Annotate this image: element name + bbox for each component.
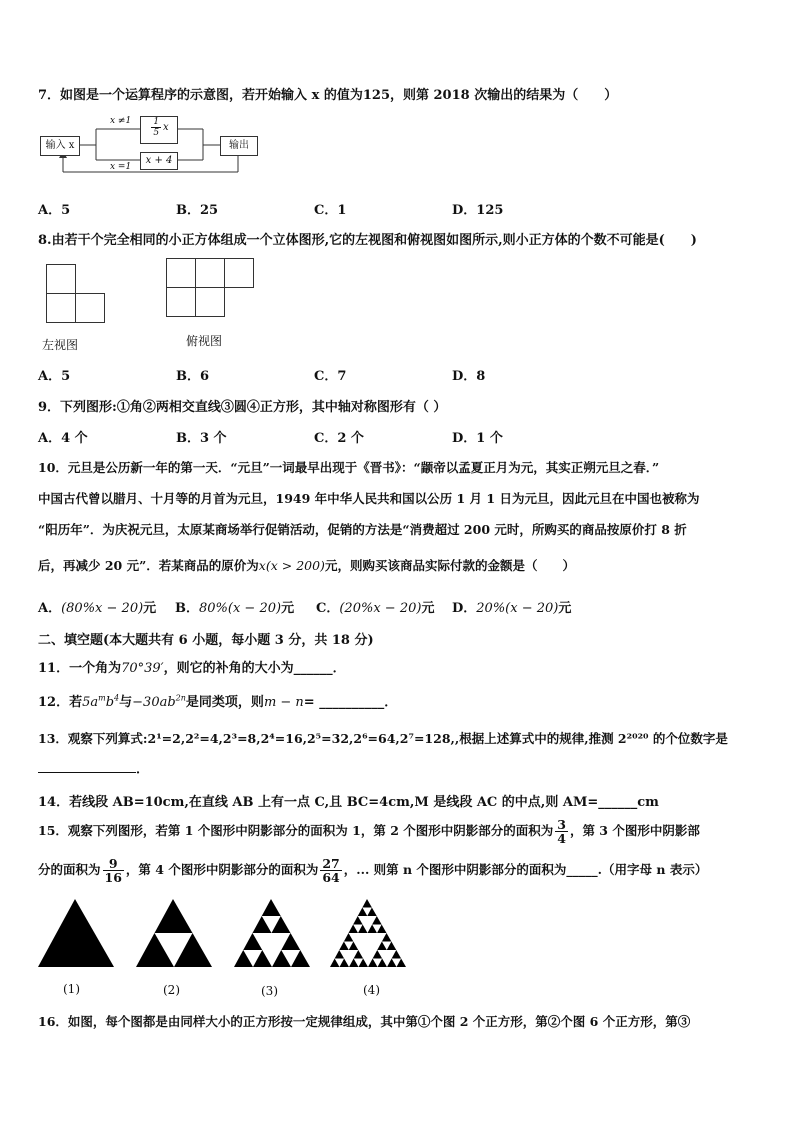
q16-stem: 16．如图，每个图都是由同样大小的正方形按一定规律组成，其中第①个图 2 个正方形，第②个图 6 个正方形，第③ [38, 1014, 691, 1029]
q7-option-d[interactable]: D．125 [452, 203, 504, 218]
q10-option-d[interactable] [452, 597, 571, 616]
q10-line3: “阳历年”．为庆祝元旦，太原某商场举行促销活动，促销的方法是“消费超过 200 元时，所购买的商品按原价打 8 折 [38, 522, 687, 537]
left-view-figure [46, 264, 110, 326]
top-view-label: 俯视图 [186, 334, 223, 348]
q12-term1: $5a^mb^4$ [82, 693, 120, 710]
q11-post: ，则它的补角的大小为______． [163, 661, 346, 676]
q12-term2: $-30ab^{2n}$ [132, 693, 186, 710]
q15-l2c: ，... 则第 n 个图形中阴影部分的面积为_____.（用字母 n 表示） [343, 862, 708, 877]
left-view-label: 左视图 [42, 338, 79, 352]
q13-blank[interactable] [38, 758, 136, 773]
op-frac-den: 5 [153, 128, 160, 138]
opt-math: (20%x − 20) [339, 601, 422, 616]
q7-flowchart [38, 114, 256, 178]
section-2-heading: 二、填空题(本大题共有 6 小题，每小题 3 分，共 18 分) [38, 633, 374, 648]
q7-option-c[interactable]: C．1 [314, 203, 347, 218]
q8-option-b[interactable]: B．6 [176, 369, 210, 384]
q10-line2: 中国古代曾以腊月、十月等的月首为元旦，1949 年中华人民共和国以公历 1 月 1 日为元旦，因此元旦在中国也被称为 [38, 491, 700, 506]
opt-math: 20%(x − 20) [476, 601, 559, 616]
fraction-3-4: $\frac{3}{4}$ [557, 817, 566, 846]
q10-option-a[interactable] [38, 597, 156, 616]
fraction-9-16: $\frac{9}{16}$ [104, 856, 122, 885]
q13-tail: ． [136, 762, 150, 777]
q12-post2: = __________． [303, 695, 398, 710]
q8-option-c[interactable]: C．7 [314, 369, 347, 384]
q9-option-d[interactable]: D．1 个 [452, 431, 503, 446]
q11-math: 70°39′ [121, 661, 164, 676]
op-top-var: x [163, 122, 169, 133]
q12-expr: m − n [263, 695, 304, 710]
q13-stem: 13．观察下列算式:2¹=2,2²=4,2³=8,2⁴=16,2⁵=32,2⁶=64,2⁷=128,,根据上述算式中的规律,推测 2²⁰²⁰ 的个位数字是 [38, 731, 728, 746]
q15-line2 [38, 857, 707, 884]
figure-label-3: (3) [261, 984, 278, 998]
q15-mid: ，第 3 个图形中阴影部 [569, 823, 700, 838]
op-frac-num: 1 [153, 117, 160, 127]
sierpinski-figures [37, 896, 423, 1000]
q14-stem: 14．若线段 AB=10cm,在直线 AB 上有一点 C,且 BC=4cm,M 是线段 AC 的中点,则 AM=______cm [38, 795, 659, 810]
opt-math: 80%(x − 20) [199, 601, 282, 616]
q15-line1 [38, 818, 700, 845]
q10-line4-post: 元，则购买该商品实际付款的金额是（ ） [324, 558, 575, 573]
figure-label-4: (4) [363, 983, 380, 997]
flow-output-box: 输出 [220, 136, 258, 156]
q12 [38, 691, 397, 710]
q11 [38, 657, 346, 676]
opt-math: (80%x − 20) [61, 601, 144, 616]
q15-pre: 15．观察下列图形，若第 1 个图形中阴影部分的面积为 1，第 2 个图形中阴影部分的面积为 [38, 823, 554, 838]
opt-label: B． [175, 601, 199, 616]
top-view-figure [166, 258, 258, 320]
flow-op-bottom: x + 4 [140, 152, 178, 170]
q12-mid: 与 [119, 695, 133, 710]
q7-option-b[interactable]: B．25 [176, 203, 219, 218]
q10-option-c[interactable] [316, 597, 434, 616]
q8-stem: 8.由若干个完全相同的小正方体组成一个立体图形,它的左视图和俯视图如图所示,则小正方体的个数不可能是( ) [38, 233, 697, 248]
cond-bottom: x =1 [110, 162, 132, 172]
opt-unit: 元 [281, 601, 295, 616]
opt-label: A． [38, 601, 62, 616]
cond-top: x ≠1 [110, 116, 132, 126]
flow-input-box: 输入 x [40, 136, 80, 156]
q10-line4 [38, 556, 575, 574]
opt-label: C． [316, 601, 340, 616]
black-triangle [38, 899, 114, 967]
q9-option-b[interactable]: B．3 个 [176, 431, 227, 446]
opt-label: D． [452, 601, 477, 616]
q15-l2a: 分的面积为 [38, 862, 101, 877]
opt-unit: 元 [421, 601, 435, 616]
q10-line1: 10．元旦是公历新一年的第一天．“元旦”一词最早出现于《晋书》：“颛帝以孟夏正月为元，其实正朔元旦之春．” [38, 460, 660, 475]
opt-unit: 元 [143, 601, 157, 616]
q10-line4-math: x(x > 200) [258, 558, 325, 573]
q9-option-c[interactable]: C．2 个 [314, 431, 364, 446]
q8-option-d[interactable]: D．8 [452, 369, 486, 384]
q7-option-a[interactable]: A．5 [38, 203, 71, 218]
q10-line4-pre: 后，再减少 20 元”．若某商品的原价为 [38, 558, 259, 573]
q10-option-b[interactable] [175, 597, 294, 616]
q9-option-a[interactable]: A．4 个 [38, 431, 88, 446]
q11-pre: 11．一个角为 [38, 661, 122, 676]
sierpinski-svg [37, 896, 423, 976]
figure-label-1: (1) [63, 982, 80, 996]
q12-pre: 12．若 [38, 695, 83, 710]
q8-option-a[interactable]: A．5 [38, 369, 71, 384]
flow-op-top [140, 116, 178, 144]
q7-stem: 7．如图是一个运算程序的示意图，若开始输入 x 的值为125，则第 2018 次输出的结果为（ ） [38, 88, 618, 103]
q13-answer-line[interactable] [38, 758, 149, 777]
fraction-27-64: $\frac{27}{64}$ [322, 856, 340, 885]
opt-unit: 元 [558, 601, 572, 616]
q12-post1: 是同类项，则 [185, 695, 264, 710]
q9-stem: 9．下列图形:①角②两相交直线③圆④正方形，其中轴对称图形有（ ） [38, 400, 447, 415]
figure-label-2: (2) [163, 983, 180, 997]
q15-l2b: ，第 4 个图形中阴影部分的面积为 [125, 862, 319, 877]
